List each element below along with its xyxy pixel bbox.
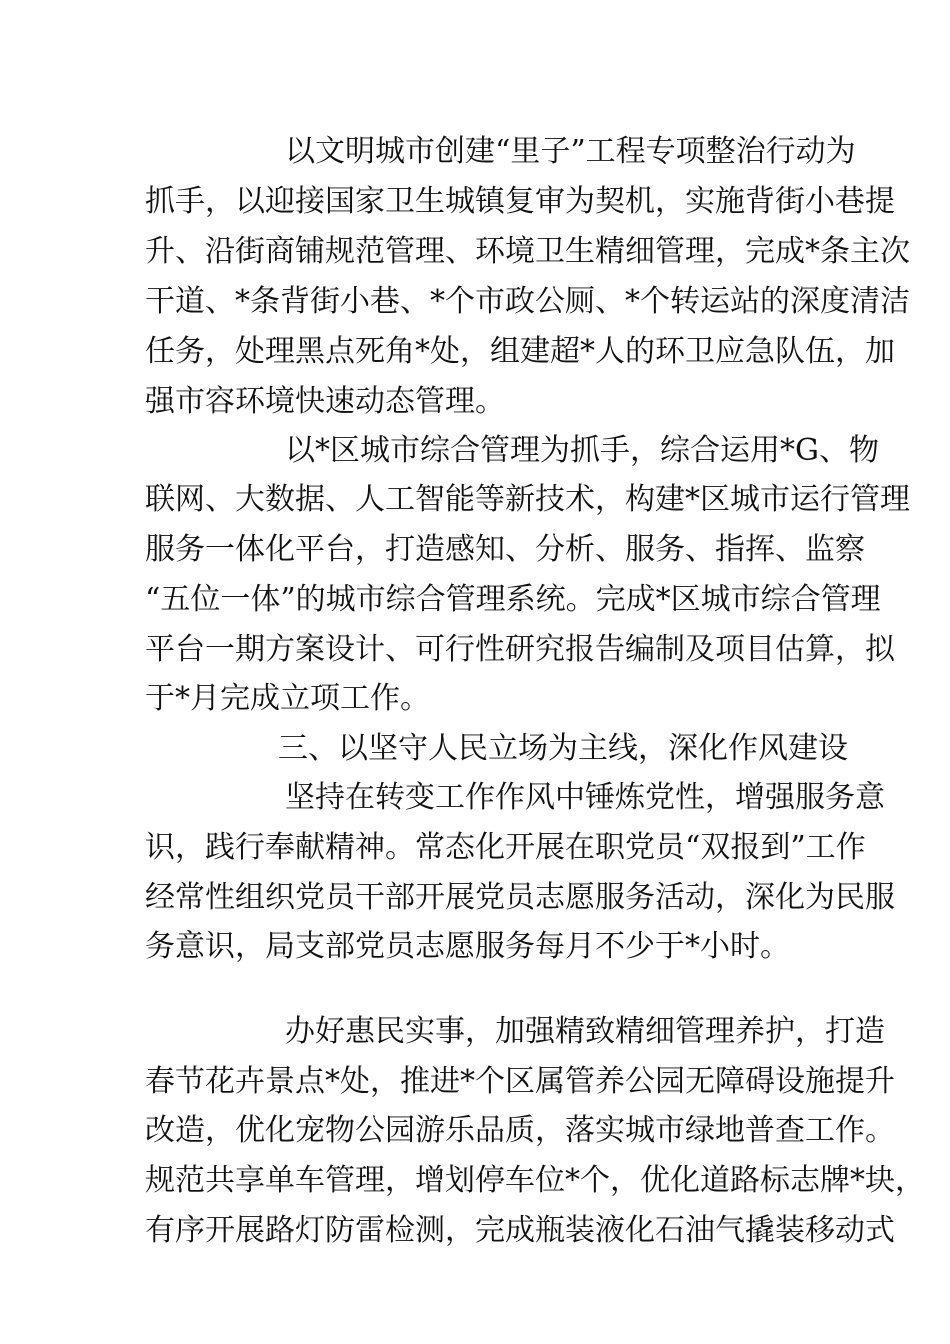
paragraph-4-line-4: 规范共享单车管理，增划停车位*个，优化道路标志牌*块，: [145, 1163, 925, 1198]
paragraph-1-line-4: 干道、*条背街小巷、*个市政公厕、*个转运站的深度清洁: [145, 284, 910, 319]
paragraph-3-line-3: 经常性组织党员干部开展党员志愿服务活动，深化为民服: [145, 880, 895, 915]
section-heading-3: 三、以坚守人民立场为主线，深化作风建设: [278, 731, 848, 766]
paragraph-1-line-2: 抓手，以迎接国家卫生城镇复审为契机，实施背街小巷提: [145, 184, 895, 219]
paragraph-1-line-6: 强市容环境快速动态管理。: [145, 384, 505, 419]
paragraph-2-line-6: 于*月完成立项工作。: [145, 681, 430, 716]
paragraph-3-line-1: 坚持在转变工作作风中锤炼党性，增强服务意: [285, 780, 885, 815]
paragraph-2-line-3: 服务一体化平台，打造感知、分析、服务、指挥、监察: [145, 532, 865, 567]
paragraph-2-line-4: “五位一体”的城市综合管理系统。完成*区城市综合管理: [145, 582, 881, 617]
paragraph-1-line-3: 升、沿街商铺规范管理、环境卫生精细管理，完成*条主次: [145, 234, 910, 269]
paragraph-2-line-1: 以*区城市综合管理为抓手，综合运用*G、物: [285, 433, 879, 468]
paragraph-1-line-1: 以文明城市创建“里子”工程专项整治行动为: [285, 134, 856, 169]
paragraph-4-line-5: 有序开展路灯防雷检测，完成瓶装液化石油气撬装移动式: [145, 1213, 895, 1248]
paragraph-3-line-4: 务意识，局支部党员志愿服务每月不少于*小时。: [145, 929, 790, 964]
paragraph-3-line-2: 识，践行奉献精神。常态化开展在职党员“双报到”工作: [145, 830, 866, 865]
paragraph-2-line-2: 联网、大数据、人工智能等新技术，构建*区城市运行管理: [145, 482, 910, 517]
paragraph-4-line-1: 办好惠民实事，加强精致精细管理养护，打造: [285, 1014, 885, 1049]
paragraph-4-line-3: 改造，优化宠物公园游乐品质，落实城市绿地普查工作。: [145, 1113, 895, 1148]
paragraph-2-line-5: 平台一期方案设计、可行性研究报告编制及项目估算，拟: [145, 632, 895, 667]
paragraph-1-line-5: 任务，处理黑点死角*处，组建超*人的环卫应急队伍，加: [145, 334, 895, 369]
paragraph-4-line-2: 春节花卉景点*处，推进*个区属管养公园无障碍设施提升: [145, 1064, 895, 1099]
